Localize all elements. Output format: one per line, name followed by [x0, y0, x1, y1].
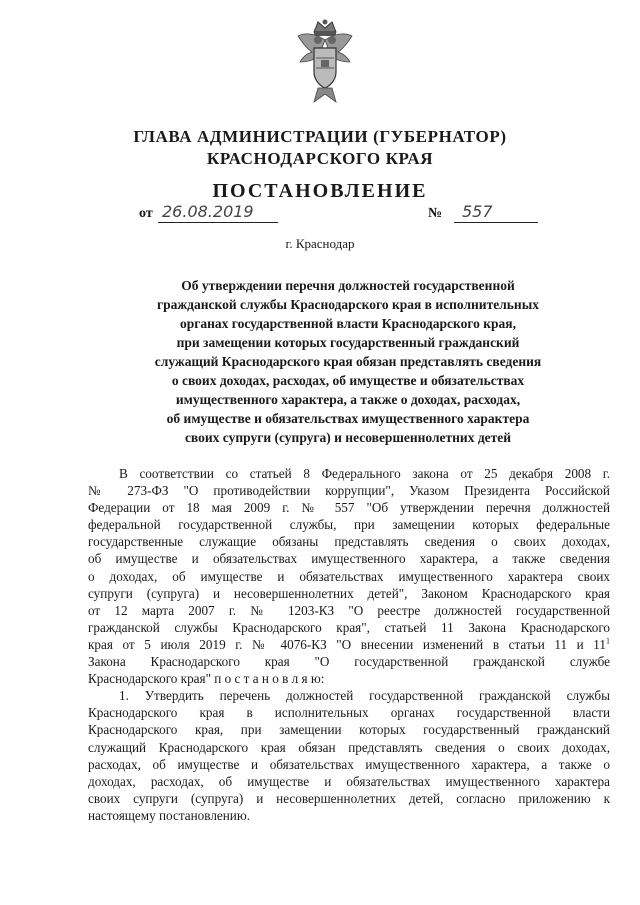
body-line: 1. Утвердить перечень должностей государственной гражданской службы — [119, 688, 610, 704]
body-line: государственные служащие обязаны представлять сведения о своих доходах, — [88, 534, 610, 550]
body-line: Закона Краснодарского края "О государственной гражданской службе — [88, 654, 610, 670]
body-line: о доходах, об имуществе и обязательствах имущественного характера своих — [88, 568, 610, 584]
title-line: гражданской службы Краснодарского края в исполнительных — [156, 297, 539, 312]
coat-of-arms-icon — [294, 18, 356, 104]
title-line: имущественного характера, а также о доходах, расходах, — [175, 392, 521, 407]
body-line: Краснодарского края, при замещении которых государственный гражданский — [88, 722, 610, 738]
number-label: № — [428, 206, 443, 221]
date-label: от — [139, 206, 153, 221]
body-line: Федерации от 18 мая 2009 г. № 557 "Об утверждении перечня должностей — [88, 500, 610, 516]
body-line: от 12 марта 2007 г. № 1203-КЗ "О реестре должностей государственной — [88, 602, 610, 618]
body-line: федеральной государственной службы, при замещении которых федеральные — [88, 517, 610, 533]
authority-title-line-2: КРАСНОДАРСКОГО КРАЯ — [206, 149, 434, 168]
superscript: 1 — [606, 636, 610, 646]
body-line: своих супруги (супруга) и несовершеннолетних детей, согласно приложению к — [88, 790, 610, 806]
title-line: своих супруги (супруга) и несовершеннолетних детей — [184, 430, 512, 445]
title-line: служащий Краснодарского края обязан представлять сведения — [154, 354, 542, 369]
title-line: об имуществе и обязательствах имущественного характера — [166, 411, 530, 426]
city-line: г. Краснодар — [285, 236, 355, 251]
body-line-text: края от 5 июля 2019 г. № 4076-КЗ "О внесении изменений в статьи 11 и 11 — [88, 636, 606, 652]
body-line: Краснодарского края" п о с т а н о в л я ю: — [88, 671, 325, 687]
body-line: расходах, об имуществе и обязательствах имущественного характера, а также о — [88, 756, 610, 772]
body-line: служащий Краснодарского края обязан представлять сведения о своих доходах, — [88, 739, 610, 755]
body-line: супруги (супруга) и несовершеннолетних детей", Законом Краснодарского края — [88, 585, 610, 601]
title-line: Об утверждении перечня должностей государственной — [181, 278, 515, 293]
body-line: доходах, расходах, об имуществе и обязательствах имущественного характера — [88, 773, 610, 789]
body-line: гражданской службы Краснодарского края", статьей 11 Закона Краснодарского — [88, 619, 610, 635]
document-title — [120, 276, 576, 447]
document-body — [88, 465, 610, 824]
body-line: настоящему постановлению. — [88, 807, 251, 823]
body-line: В соответствии со статьей 8 Федерального закона от 25 декабря 2008 г. — [119, 466, 610, 481]
body-line-with-superscript — [88, 636, 610, 653]
number-value-handwritten: 557 — [454, 202, 538, 223]
authority-title-line-1: ГЛАВА АДМИНИСТРАЦИИ (ГУБЕРНАТОР) — [133, 127, 507, 146]
date-value-handwritten: 26.08.2019 — [158, 202, 278, 223]
title-line: органах государственной власти Краснодарского края, — [180, 316, 516, 331]
body-line: об имуществе и обязательствах имущественного характера, а также сведения — [88, 551, 610, 567]
document-type-heading: ПОСТАНОВЛЕНИЕ — [212, 180, 428, 202]
title-line: при замещении которых государственный гражданский — [176, 335, 520, 350]
body-line: Краснодарского края в исполнительных органах государственной власти — [88, 705, 610, 721]
body-line: № 273-ФЗ "О противодействии коррупции", Указом Президента Российской — [88, 483, 610, 499]
title-line: о своих доходах, расходах, об имуществе и обязательствах — [171, 373, 525, 388]
